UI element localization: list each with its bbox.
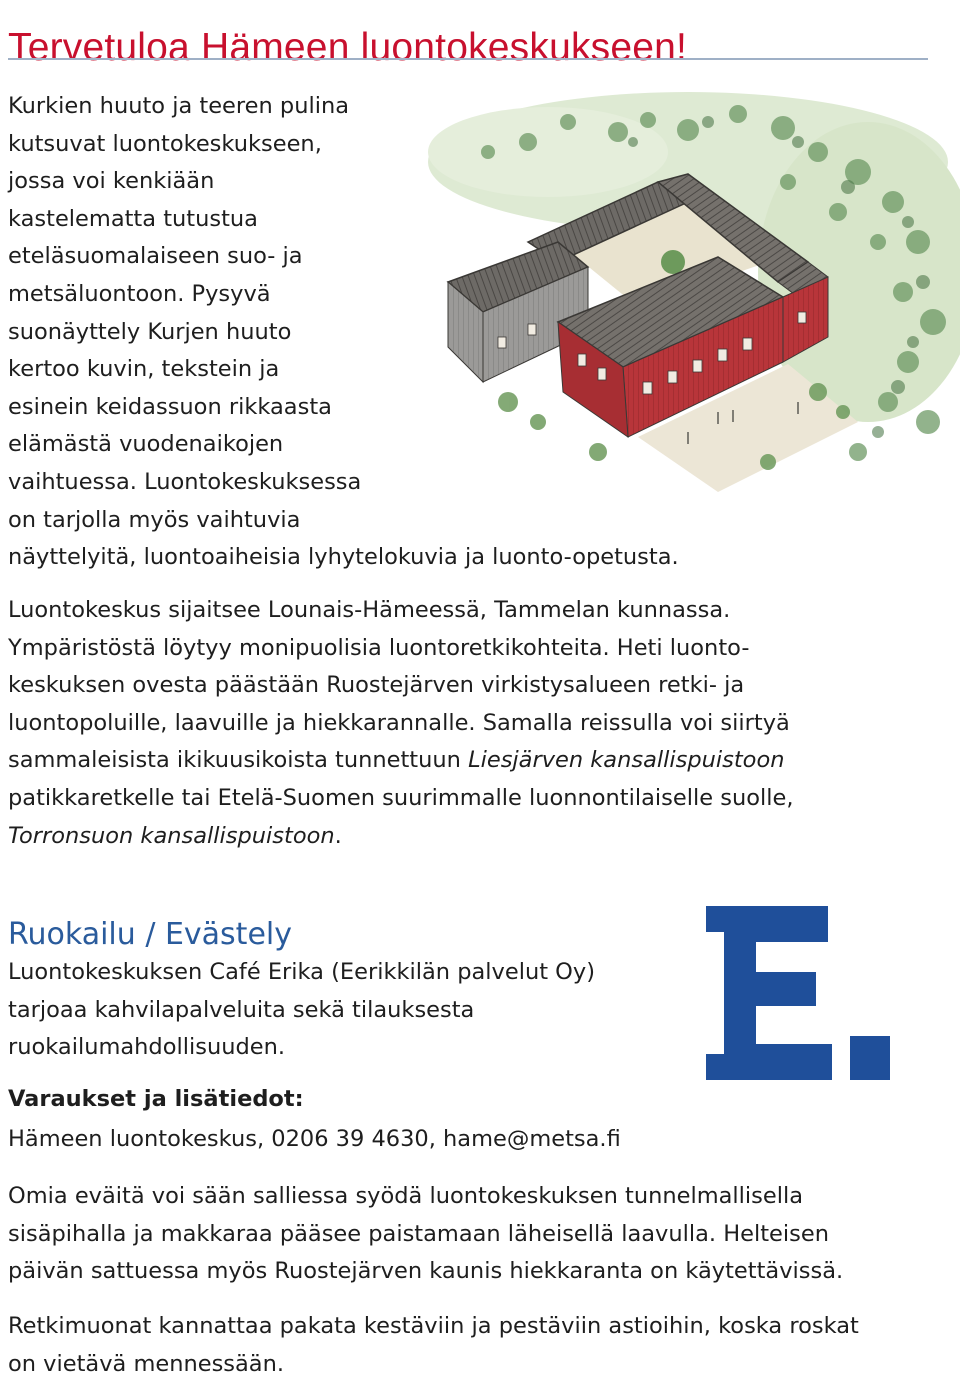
intro-line: kertoo kuvin, tekstein ja xyxy=(8,356,280,383)
packing-line: Retkimuonat kannattaa pakata kestäviin ja pestäviin astioihin, koska roskat xyxy=(8,1313,859,1339)
intro-line: kastelematta tutustua xyxy=(8,205,258,232)
torronsuo-park-name: Torronsuon kansallispuistoon xyxy=(8,822,335,849)
food-paragraph xyxy=(8,954,595,1067)
own-food-line: päivän sattuessa myös Ruostejärven kaunis hiekkaranta on käytettävissä. xyxy=(8,1258,844,1285)
own-food-line: Omia eväitä voi sään salliessa syödä luontokeskuksen tunnelmallisella xyxy=(8,1183,804,1209)
intro-line: eteläsuomalaiseen suo- ja xyxy=(8,243,303,270)
location-text: . xyxy=(334,822,342,849)
food-line: Luontokeskuksen Café Erika (Eerikkilän palvelut Oy) xyxy=(8,959,595,985)
intro-line: on tarjolla myös vaihtuvia xyxy=(8,506,301,533)
courtyard-tree xyxy=(661,250,685,274)
location-paragraph xyxy=(8,592,793,855)
intro-line: jossa voi kenkiään xyxy=(8,168,215,195)
location-line: patikkaretkelle tai Etelä-Suomen suurimmalle luonnontilaiselle suolle, xyxy=(8,784,794,811)
intro-line: elämästä vuodenaikojen xyxy=(8,431,284,458)
intro-line: näyttelyitä, luontoaiheisia lyhytelokuvia ja luonto-opetusta. xyxy=(8,544,679,571)
own-food-paragraph xyxy=(8,1178,843,1291)
page-title: Tervetuloa Hämeen luontokeskukseen! xyxy=(8,26,688,70)
liesjarvi-park-name: Liesjärven kansallispuistoon xyxy=(468,747,785,774)
food-line: tarjoaa kahvilapalveluita sekä tilauksesta xyxy=(8,996,475,1023)
location-line: keskuksen ovesta päästään Ruostejärven virkistysalueen retki- ja xyxy=(8,672,745,699)
location-line: Luontokeskus sijaitsee Lounais-Hämeessä, Tammelan kunnassa. xyxy=(8,597,731,623)
intro-line: esinein keidassuon rikkaasta xyxy=(8,393,332,420)
booking-paragraph xyxy=(8,1121,621,1159)
title-divider xyxy=(8,58,928,60)
nature-center-illustration xyxy=(388,92,960,532)
location-line: Ympäristöstä löytyy monipuolisia luontoretkikohteita. Heti luonto- xyxy=(8,634,750,661)
intro-line: metsäluontoon. Pysyvä xyxy=(8,280,271,307)
location-text: sammaleisista ikikuusikoista tunnettuun xyxy=(8,747,469,774)
booking-heading: Varaukset ja lisätiedot: xyxy=(8,1086,304,1112)
own-food-line: sisäpihalla ja makkaraa pääsee paistamaan läheisellä laavulla. Helteisen xyxy=(8,1220,829,1247)
location-line: luontopoluille, laavuille ja hiekkarannalle. Samalla reissulla voi siirtyä xyxy=(8,709,790,736)
intro-line: kutsuvat luontokeskukseen, xyxy=(8,130,322,157)
intro-line: vaihtuessa. Luontokeskuksessa xyxy=(8,468,362,495)
eerikkila-logo xyxy=(704,904,892,1084)
location-line xyxy=(8,818,793,856)
food-line: ruokailumahdollisuuden. xyxy=(8,1034,286,1061)
booking-contact: Hämeen luontokeskus, 0206 39 4630, hame@metsa.fi xyxy=(8,1126,621,1152)
intro-line: Kurkien huuto ja teeren pulina xyxy=(8,93,350,119)
packing-line: on vietävä mennessään. xyxy=(8,1350,285,1377)
location-line xyxy=(8,742,793,780)
packing-paragraph xyxy=(8,1308,859,1383)
intro-line: suonäyttely Kurjen huuto xyxy=(8,318,292,345)
food-heading: Ruokailu / Evästely xyxy=(8,916,292,952)
